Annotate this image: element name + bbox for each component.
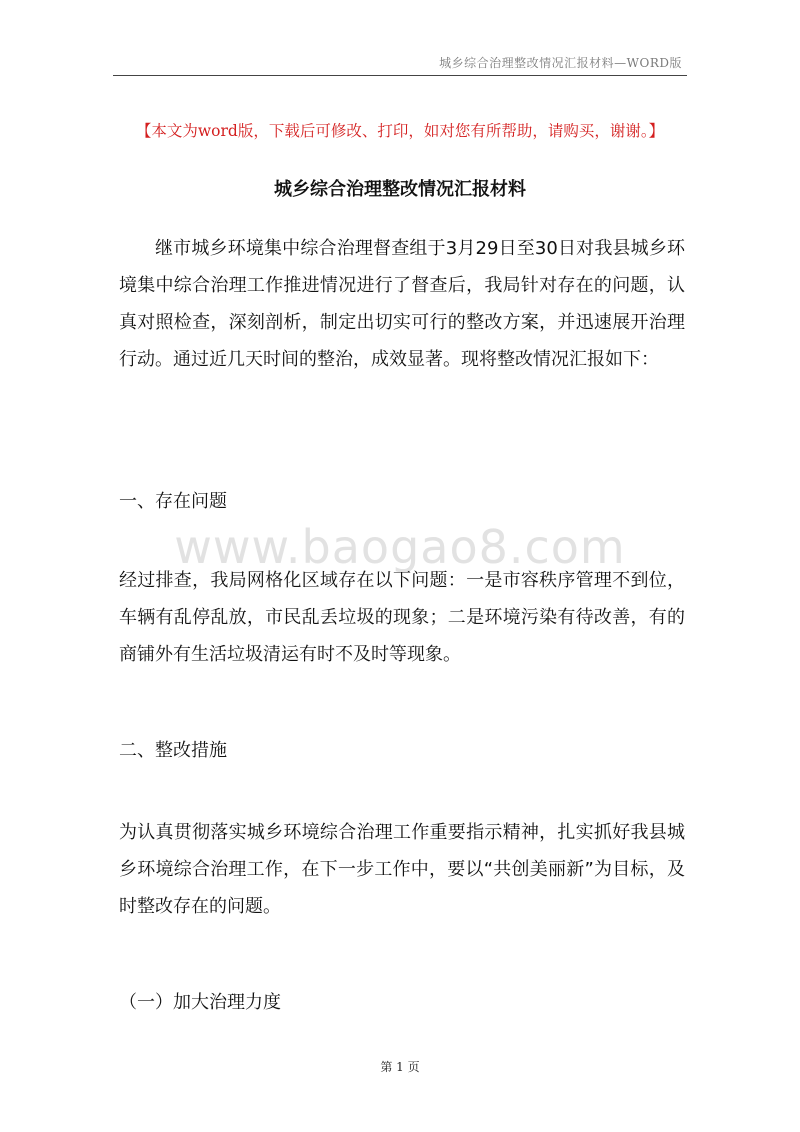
watermark: www.baogao8.com — [174, 520, 626, 574]
running-header: 城乡综合治理整改情况汇报材料—WORD版 — [439, 56, 682, 70]
subsection-heading: （一）加大治理力度 — [119, 992, 281, 1013]
document-title: 城乡综合治理整改情况汇报材料 — [274, 179, 526, 200]
header-divider — [113, 75, 687, 76]
section-heading-problems: 一、存在问题 — [119, 491, 227, 512]
section-body-measures: 为认真贯彻落实城乡环境综合治理工作重要指示精神，扎实抓好我县城乡环境综合治理工作，在下一步工作中，要以“共创美丽新”为目标，及时整改存在的问题。 — [119, 822, 685, 917]
section-body-problems: 经过排查，我局网格化区域存在以下问题：一是市容秩序管理不到位，车辆有乱停乱放，市民乱丢垃圾的现象；二是环境污染有待改善，有的商铺外有生活垃圾清运有时不及时等现象。 — [119, 570, 685, 665]
purchase-notice: 【本文为word版，下载后可修改、打印，如对您有所帮助，请购买，谢谢。】 — [135, 122, 665, 140]
section-heading-measures: 二、整改措施 — [119, 740, 227, 761]
page-number: 第 1 页 — [380, 1060, 420, 1074]
intro-paragraph: 继市城乡环境集中综合治理督查组于3月29日至30日对我县城乡环境集中综合治理工作推进情况进行了督查后，我局针对存在的问题，认真对照检查，深刻剖析，制定出切实可行的整改方案，并迅速展开治理行动。通过近几天时间的整治，成效显著。现将整改情况汇报如下： — [119, 238, 685, 370]
